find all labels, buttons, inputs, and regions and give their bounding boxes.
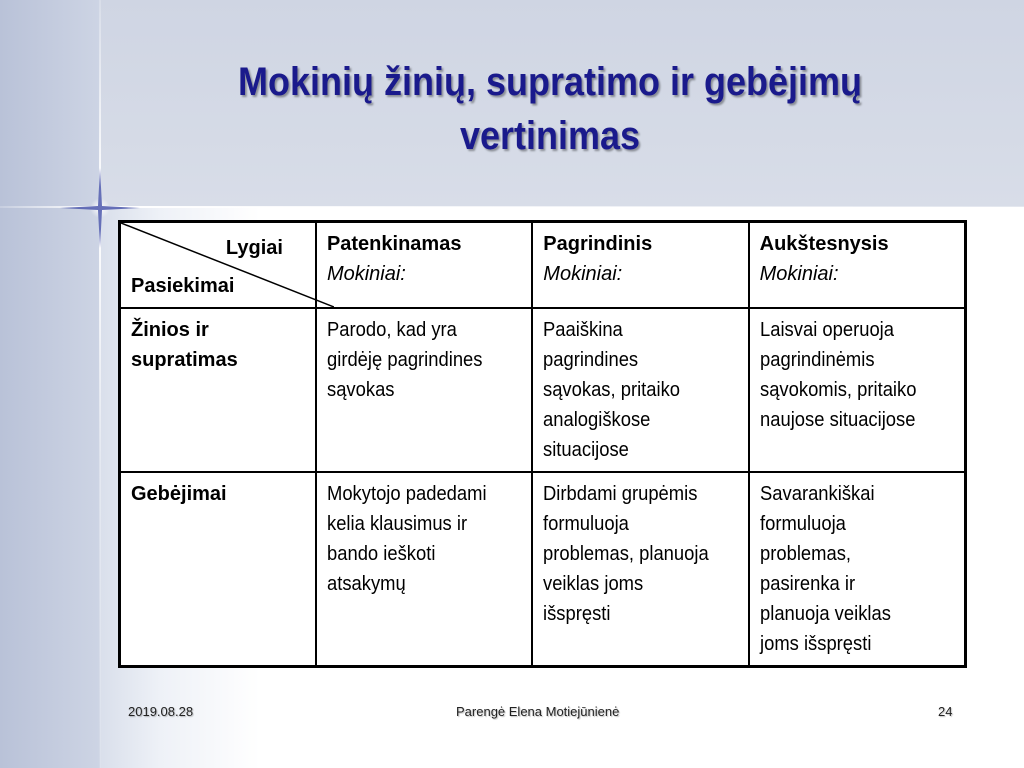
table-cell bbox=[532, 472, 748, 667]
cell-line: bando ieškoti bbox=[326, 543, 436, 565]
slide-title bbox=[163, 55, 937, 163]
table-header-row bbox=[120, 222, 966, 309]
table-row bbox=[120, 472, 966, 667]
cell-line: veiklas joms bbox=[543, 573, 644, 595]
cell-line: situacijose bbox=[543, 439, 630, 461]
row-label bbox=[120, 308, 316, 472]
cell-line: Parodo, kad yra bbox=[326, 319, 457, 341]
cell-line: Mokytojo padedami bbox=[326, 483, 487, 505]
corner-cell bbox=[120, 222, 316, 309]
table-cell bbox=[532, 308, 748, 472]
level-sub: Mokiniai: bbox=[326, 263, 406, 285]
table-row bbox=[120, 308, 966, 472]
cell-line: išspręsti bbox=[543, 603, 611, 625]
cell-line: Savarankiškai bbox=[759, 483, 875, 505]
level-name: Patenkinamas bbox=[326, 233, 462, 255]
cell-line: sąvokomis, pritaiko bbox=[759, 379, 917, 401]
cell-line: pasirenka ir bbox=[759, 573, 855, 595]
table-cell bbox=[749, 308, 966, 472]
header-cell bbox=[749, 222, 966, 309]
cell-line: analogiškose bbox=[543, 409, 651, 431]
cell-line: Dirbdami grupėmis bbox=[543, 483, 698, 505]
cell-line: atsakymų bbox=[326, 573, 406, 595]
cell-line: Laisvai operuoja bbox=[759, 319, 894, 341]
cell-line: planuoja veiklas bbox=[759, 603, 891, 625]
cell-line: joms išspręsti bbox=[759, 633, 872, 655]
row-label bbox=[120, 472, 316, 667]
cell-line: formuluoja bbox=[759, 513, 846, 535]
cell-line: problemas, bbox=[759, 543, 851, 565]
level-sub: Mokiniai: bbox=[759, 263, 839, 285]
footer-page-number: 24 bbox=[938, 704, 953, 719]
footer-date: 2019.08.28 bbox=[128, 704, 194, 719]
assessment-table bbox=[118, 220, 967, 668]
title-line-1: Mokinių žinių, supratimo ir gebėjimų bbox=[237, 60, 863, 104]
row-label-line: Gebėjimai bbox=[131, 483, 227, 505]
corner-levels-label: Lygiai bbox=[225, 237, 283, 259]
cell-line: pagrindines bbox=[543, 349, 639, 371]
footer-author: Parengė Elena Motiejūnienė bbox=[456, 704, 620, 719]
cell-line: sąvokas, pritaiko bbox=[543, 379, 681, 401]
left-band bbox=[0, 0, 100, 768]
corner-achievements-label: Pasiekimai bbox=[131, 275, 235, 297]
cell-line: Paaiškina bbox=[543, 319, 624, 341]
level-name: Pagrindinis bbox=[543, 233, 653, 255]
header-cell bbox=[316, 222, 532, 309]
cell-line: pagrindinėmis bbox=[759, 349, 875, 371]
table-cell bbox=[749, 472, 966, 667]
cell-line: kelia klausimus ir bbox=[326, 513, 468, 535]
cell-line: formuluoja bbox=[543, 513, 630, 535]
horizontal-accent-line bbox=[0, 206, 1024, 208]
row-label-line: supratimas bbox=[131, 349, 238, 371]
header-cell bbox=[532, 222, 748, 309]
table-cell bbox=[316, 308, 532, 472]
cell-line: problemas, planuoja bbox=[543, 543, 709, 565]
vertical-accent-line bbox=[99, 0, 101, 768]
cell-line: sąvokas bbox=[326, 379, 395, 401]
table-cell bbox=[316, 472, 532, 667]
row-label-line: Žinios ir bbox=[131, 319, 209, 341]
cell-line: naujose situacijose bbox=[759, 409, 916, 431]
level-sub: Mokiniai: bbox=[543, 263, 623, 285]
title-line-2: vertinimas bbox=[459, 114, 641, 158]
level-name: Aukštesnysis bbox=[759, 233, 889, 255]
cell-line: girdėję pagrindines bbox=[326, 349, 483, 371]
